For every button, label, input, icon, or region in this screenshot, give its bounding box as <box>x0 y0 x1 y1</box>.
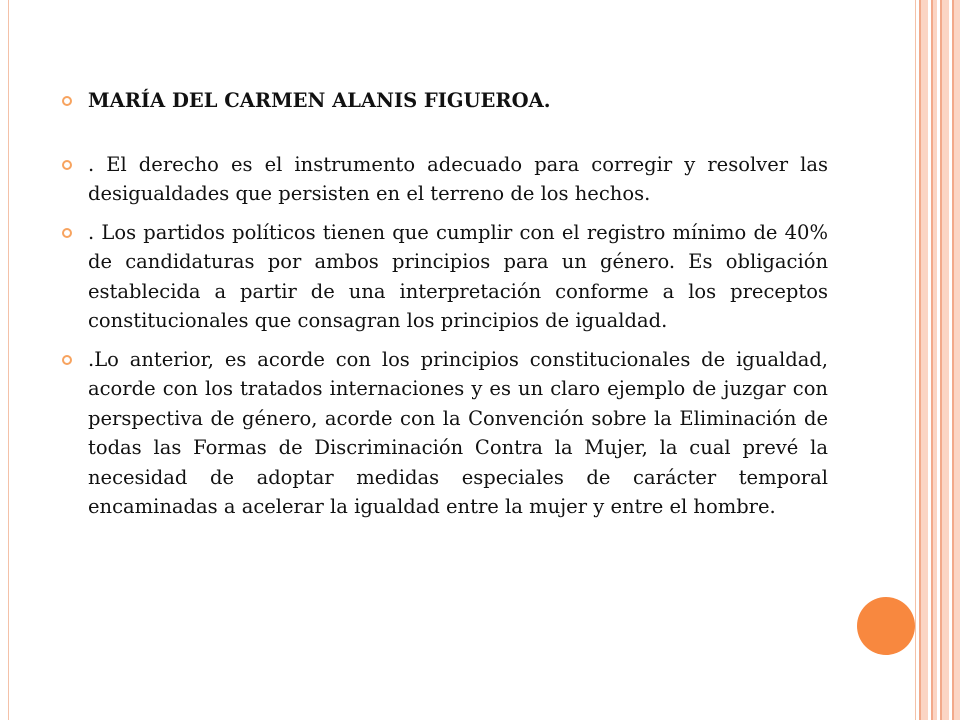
decorative-band <box>932 0 937 720</box>
bullet-icon <box>62 160 72 170</box>
orange-circle-decoration <box>857 597 915 655</box>
slide-heading <box>62 86 828 116</box>
decorative-band <box>953 0 960 720</box>
bullet-paragraph <box>62 150 828 209</box>
bullet-icon <box>62 96 72 106</box>
bullet-paragraph <box>62 218 828 336</box>
paragraph-text: . Los partidos políticos tienen que cumplir con el registro mínimo de 40% de candidaturas por ambos principios para un género. Es obligación establecida a partir de una interpretación conforme a los preceptos constitucionales que consagran los principios de igualdad. <box>88 220 828 332</box>
paragraph-text: . El derecho es el instrumento adecuado para corregir y resolver las desigualdades que persisten en el terreno de los hechos. <box>88 152 828 205</box>
decorative-band <box>941 0 949 720</box>
decorative-band-line <box>940 0 942 720</box>
bullet-icon <box>62 228 72 238</box>
decorative-band-line <box>931 0 933 720</box>
bullet-icon <box>62 355 72 365</box>
slide-content <box>62 86 828 522</box>
paragraph-text: .Lo anterior, es acorde con los principios constitucionales de igualdad, acorde con los tratados internaciones y es un claro ejemplo de juzgar con perspectiva de género, acorde con la Convención sobre la Eliminación de todas las Formas de Discriminación Contra la Mujer, la cual prevé la necesidad de adoptar medidas especiales de carácter temporal encaminadas a acelerar la igualdad entre la mujer y entre el hombre. <box>88 347 828 518</box>
decorative-band <box>920 0 928 720</box>
decorative-band-line <box>952 0 954 720</box>
decorative-band-line <box>919 0 921 720</box>
heading-text: MARÍA DEL CARMEN ALANIS FIGUEROA. <box>88 89 551 112</box>
bullet-paragraph <box>62 345 828 522</box>
